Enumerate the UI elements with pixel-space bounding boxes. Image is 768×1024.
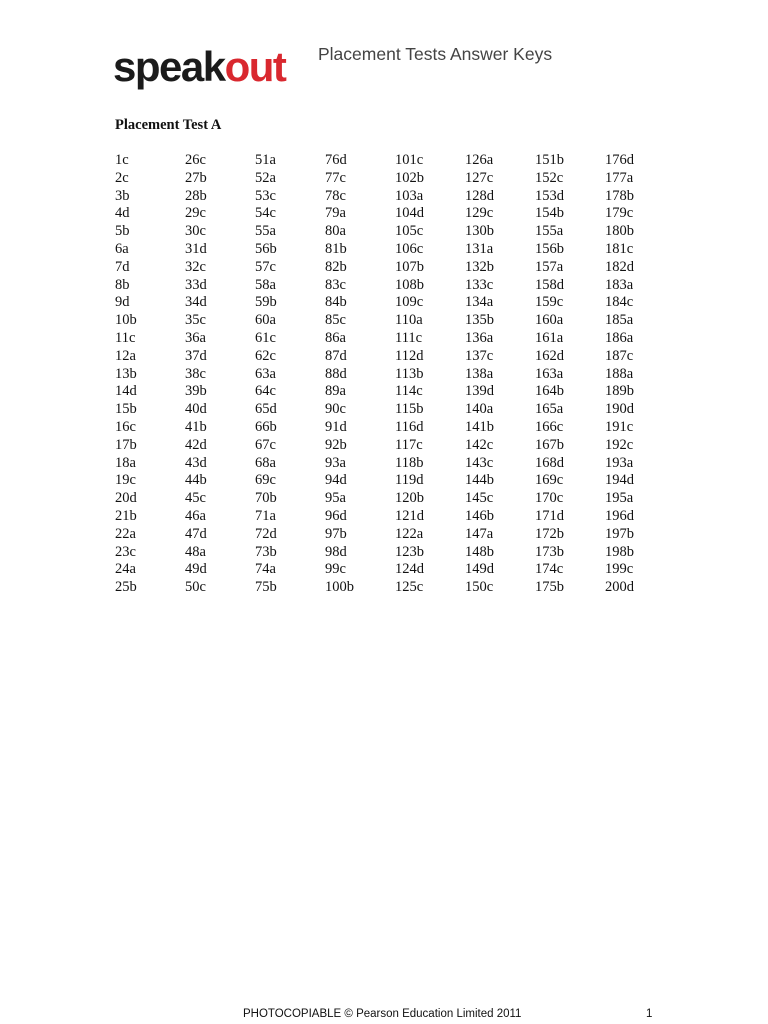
answer-item: 75b: [255, 579, 277, 596]
answer-item: 27b: [185, 169, 207, 186]
answer-item: 175b: [535, 579, 564, 596]
answer-item: 29c: [185, 205, 206, 222]
answer-item: 108b: [395, 276, 424, 293]
answer-item: 139d: [465, 383, 494, 400]
answer-item: 116d: [395, 418, 424, 435]
answer-item: 30c: [185, 223, 206, 240]
answer-item: 129c: [465, 205, 494, 222]
answer-item: 113b: [395, 365, 424, 382]
answer-item: 103a: [395, 187, 424, 204]
answer-item: 4d: [115, 205, 130, 222]
answer-item: 184c: [605, 294, 634, 311]
answer-item: 160a: [535, 312, 564, 329]
answer-item: 104d: [395, 205, 424, 222]
answer-item: 82b: [325, 258, 347, 275]
answer-item: 40d: [185, 401, 207, 418]
answer-item: 174c: [535, 561, 564, 578]
answer-item: 131a: [465, 240, 494, 257]
answer-item: 95a: [325, 490, 346, 507]
answer-item: 49d: [185, 561, 207, 578]
answer-item: 37d: [185, 347, 207, 364]
test-title: Placement Test A: [115, 117, 222, 133]
answer-column: [325, 152, 395, 597]
answer-item: 133c: [465, 276, 494, 293]
answer-item: 142c: [465, 436, 494, 453]
answer-item: 89a: [325, 383, 346, 400]
answer-item: 127c: [465, 169, 494, 186]
answer-item: 106c: [395, 240, 424, 257]
answer-item: 117c: [395, 436, 423, 453]
answer-item: 38c: [185, 365, 206, 382]
answer-item: 120b: [395, 490, 424, 507]
answer-item: 195a: [605, 490, 634, 507]
answer-item: 70b: [255, 490, 277, 507]
answer-item: 141b: [465, 418, 494, 435]
answer-column: [465, 152, 535, 597]
answer-item: 102b: [395, 169, 424, 186]
answer-item: 1c: [115, 152, 129, 168]
answer-item: 18a: [115, 454, 136, 471]
answer-item: 137c: [465, 347, 494, 364]
answer-item: 34d: [185, 294, 207, 311]
answer-item: 171d: [535, 507, 564, 524]
answer-item: 25b: [115, 579, 137, 596]
answer-item: 190d: [605, 401, 634, 418]
answer-item: 76d: [325, 152, 347, 168]
answer-item: 134a: [465, 294, 494, 311]
answer-item: 94d: [325, 472, 347, 489]
answer-item: 13b: [115, 365, 137, 382]
answer-item: 111c: [395, 329, 423, 346]
answer-item: 187c: [605, 347, 634, 364]
document-header-title: Placement Tests Answer Keys: [318, 44, 553, 64]
answer-item: 68a: [255, 454, 276, 471]
answer-item: 97b: [325, 525, 347, 542]
answer-item: 178b: [605, 187, 634, 204]
answer-item: 196d: [605, 507, 634, 524]
answer-item: 173b: [535, 543, 564, 560]
answer-item: 46a: [185, 507, 206, 524]
answer-item: 166c: [535, 418, 564, 435]
answer-item: 199c: [605, 561, 634, 578]
answer-item: 140a: [465, 401, 494, 418]
answer-item: 179c: [605, 205, 634, 222]
answer-item: 74a: [255, 561, 276, 578]
answer-item: 52a: [255, 169, 276, 186]
answer-column: [395, 152, 465, 597]
answer-item: 93a: [325, 454, 346, 471]
answer-item: 81b: [325, 240, 347, 257]
answer-item: 44b: [185, 472, 207, 489]
answer-item: 112d: [395, 347, 424, 364]
answer-item: 136a: [465, 329, 494, 346]
answer-item: 51a: [255, 152, 276, 168]
answer-item: 11c: [115, 329, 136, 346]
answer-item: 169c: [535, 472, 564, 489]
answer-item: 9d: [115, 294, 130, 311]
answer-item: 135b: [465, 312, 494, 329]
answer-item: 19c: [115, 472, 136, 489]
answer-item: 151b: [535, 152, 564, 168]
answer-item: 28b: [185, 187, 207, 204]
answer-item: 80a: [325, 223, 346, 240]
answer-item: 124d: [395, 561, 424, 578]
answer-item: 12a: [115, 347, 136, 364]
answer-column: [255, 152, 325, 597]
speakout-logo: [113, 43, 286, 90]
answer-item: 164b: [535, 383, 564, 400]
answer-item: 99c: [325, 561, 346, 578]
answer-item: 189b: [605, 383, 634, 400]
answer-item: 54c: [255, 205, 276, 222]
answer-item: 21b: [115, 507, 137, 524]
answer-item: 152c: [535, 169, 564, 186]
answer-item: 78c: [325, 187, 346, 204]
answer-item: 149d: [465, 561, 494, 578]
answer-item: 57c: [255, 258, 276, 275]
answer-item: 33d: [185, 276, 207, 293]
answer-item: 114c: [395, 383, 423, 400]
answer-item: 90c: [325, 401, 346, 418]
answer-item: 186a: [605, 329, 634, 346]
answer-item: 88d: [325, 365, 347, 382]
answer-item: 61c: [255, 329, 276, 346]
answer-item: 145c: [465, 490, 494, 507]
answer-item: 180b: [605, 223, 634, 240]
answer-item: 200d: [605, 579, 634, 596]
answer-item: 157a: [535, 258, 564, 275]
answer-item: 110a: [395, 312, 423, 329]
answer-item: 39b: [185, 383, 207, 400]
answer-item: 144b: [465, 472, 494, 489]
answer-item: 125c: [395, 579, 424, 596]
answer-item: 48a: [185, 543, 206, 560]
answer-item: 150c: [465, 579, 494, 596]
answer-item: 197b: [605, 525, 634, 542]
answer-item: 53c: [255, 187, 276, 204]
answer-item: 128d: [465, 187, 494, 204]
answer-item: 188a: [605, 365, 634, 382]
answer-item: 62c: [255, 347, 276, 364]
answer-item: 8b: [115, 276, 130, 293]
answer-item: 50c: [185, 579, 206, 596]
answer-item: 67c: [255, 436, 276, 453]
logo-text-out: out: [224, 43, 286, 90]
answer-item: 58a: [255, 276, 276, 293]
answer-item: 122a: [395, 525, 424, 542]
answer-item: 69c: [255, 472, 276, 489]
answer-item: 64c: [255, 383, 276, 400]
answer-item: 72d: [255, 525, 277, 542]
answer-item: 177a: [605, 169, 634, 186]
answer-item: 73b: [255, 543, 277, 560]
answer-item: 84b: [325, 294, 347, 311]
answer-item: 172b: [535, 525, 564, 542]
answer-column: [535, 152, 605, 597]
answer-item: 198b: [605, 543, 634, 560]
answer-item: 183a: [605, 276, 634, 293]
answer-item: 100b: [325, 579, 354, 596]
answer-item: 59b: [255, 294, 277, 311]
answer-item: 165a: [535, 401, 564, 418]
answer-item: 60a: [255, 312, 276, 329]
answer-item: 47d: [185, 525, 207, 542]
answer-item: 107b: [395, 258, 424, 275]
answer-item: 22a: [115, 525, 136, 542]
logo-text-speak: speak: [113, 43, 225, 90]
answer-item: 159c: [535, 294, 564, 311]
answer-item: 77c: [325, 169, 346, 186]
answer-item: 3b: [115, 187, 130, 204]
copyright-footer: PHOTOCOPIABLE © Pearson Education Limited 2011: [243, 1008, 522, 1020]
answer-item: 191c: [605, 418, 634, 435]
answer-item: 41b: [185, 418, 207, 435]
answer-item: 182d: [605, 258, 634, 275]
answer-item: 146b: [465, 507, 494, 524]
answer-item: 56b: [255, 240, 277, 257]
answer-item: 161a: [535, 329, 564, 346]
answer-item: 42d: [185, 436, 207, 453]
answer-item: 71a: [255, 507, 276, 524]
answer-item: 98d: [325, 543, 347, 560]
answer-item: 143c: [465, 454, 494, 471]
answer-item: 20d: [115, 490, 137, 507]
answer-item: 92b: [325, 436, 347, 453]
answer-item: 153d: [535, 187, 564, 204]
answer-item: 163a: [535, 365, 564, 382]
answer-item: 155a: [535, 223, 564, 240]
answer-item: 79a: [325, 205, 346, 222]
answer-item: 17b: [115, 436, 137, 453]
answer-item: 24a: [115, 561, 136, 578]
answer-item: 121d: [395, 507, 424, 524]
answer-item: 126a: [465, 152, 494, 168]
answer-item: 109c: [395, 294, 424, 311]
answer-item: 158d: [535, 276, 564, 293]
answer-item: 194d: [605, 472, 634, 489]
answer-item: 85c: [325, 312, 346, 329]
answer-item: 170c: [535, 490, 564, 507]
answer-item: 96d: [325, 507, 347, 524]
answer-item: 32c: [185, 258, 206, 275]
answer-item: 35c: [185, 312, 206, 329]
answer-item: 105c: [395, 223, 424, 240]
answer-item: 185a: [605, 312, 634, 329]
answer-item: 66b: [255, 418, 277, 435]
answer-item: 91d: [325, 418, 347, 435]
answer-column: [185, 152, 255, 597]
answer-item: 168d: [535, 454, 564, 471]
answer-item: 118b: [395, 454, 424, 471]
answer-item: 2c: [115, 169, 129, 186]
answer-item: 167b: [535, 436, 564, 453]
answer-item: 176d: [605, 152, 634, 168]
answer-item: 154b: [535, 205, 564, 222]
answer-item: 45c: [185, 490, 206, 507]
answer-item: 101c: [395, 152, 424, 168]
answer-item: 15b: [115, 401, 137, 418]
answer-item: 148b: [465, 543, 494, 560]
answer-item: 83c: [325, 276, 346, 293]
answer-item: 23c: [115, 543, 136, 560]
answer-item: 192c: [605, 436, 634, 453]
answer-item: 31d: [185, 240, 207, 257]
answer-item: 6a: [115, 240, 129, 257]
answer-item: 26c: [185, 152, 206, 168]
answer-item: 7d: [115, 258, 130, 275]
answer-item: 65d: [255, 401, 277, 418]
answer-item: 5b: [115, 223, 130, 240]
answer-item: 119d: [395, 472, 424, 489]
answer-item: 63a: [255, 365, 276, 382]
answer-key-grid: [115, 152, 675, 597]
answer-item: 156b: [535, 240, 564, 257]
answer-item: 123b: [395, 543, 424, 560]
answer-item: 193a: [605, 454, 634, 471]
answer-item: 132b: [465, 258, 494, 275]
answer-item: 138a: [465, 365, 494, 382]
answer-item: 181c: [605, 240, 634, 257]
answer-item: 55a: [255, 223, 276, 240]
answer-item: 86a: [325, 329, 346, 346]
answer-item: 87d: [325, 347, 347, 364]
answer-item: 43d: [185, 454, 207, 471]
answer-column: [605, 152, 675, 597]
answer-item: 115b: [395, 401, 424, 418]
page-number: 1: [646, 1008, 653, 1020]
answer-item: 10b: [115, 312, 137, 329]
answer-item: 16c: [115, 418, 136, 435]
answer-item: 162d: [535, 347, 564, 364]
answer-item: 130b: [465, 223, 494, 240]
answer-item: 147a: [465, 525, 494, 542]
answer-item: 36a: [185, 329, 206, 346]
answer-item: 14d: [115, 383, 137, 400]
answer-column: [115, 152, 185, 597]
